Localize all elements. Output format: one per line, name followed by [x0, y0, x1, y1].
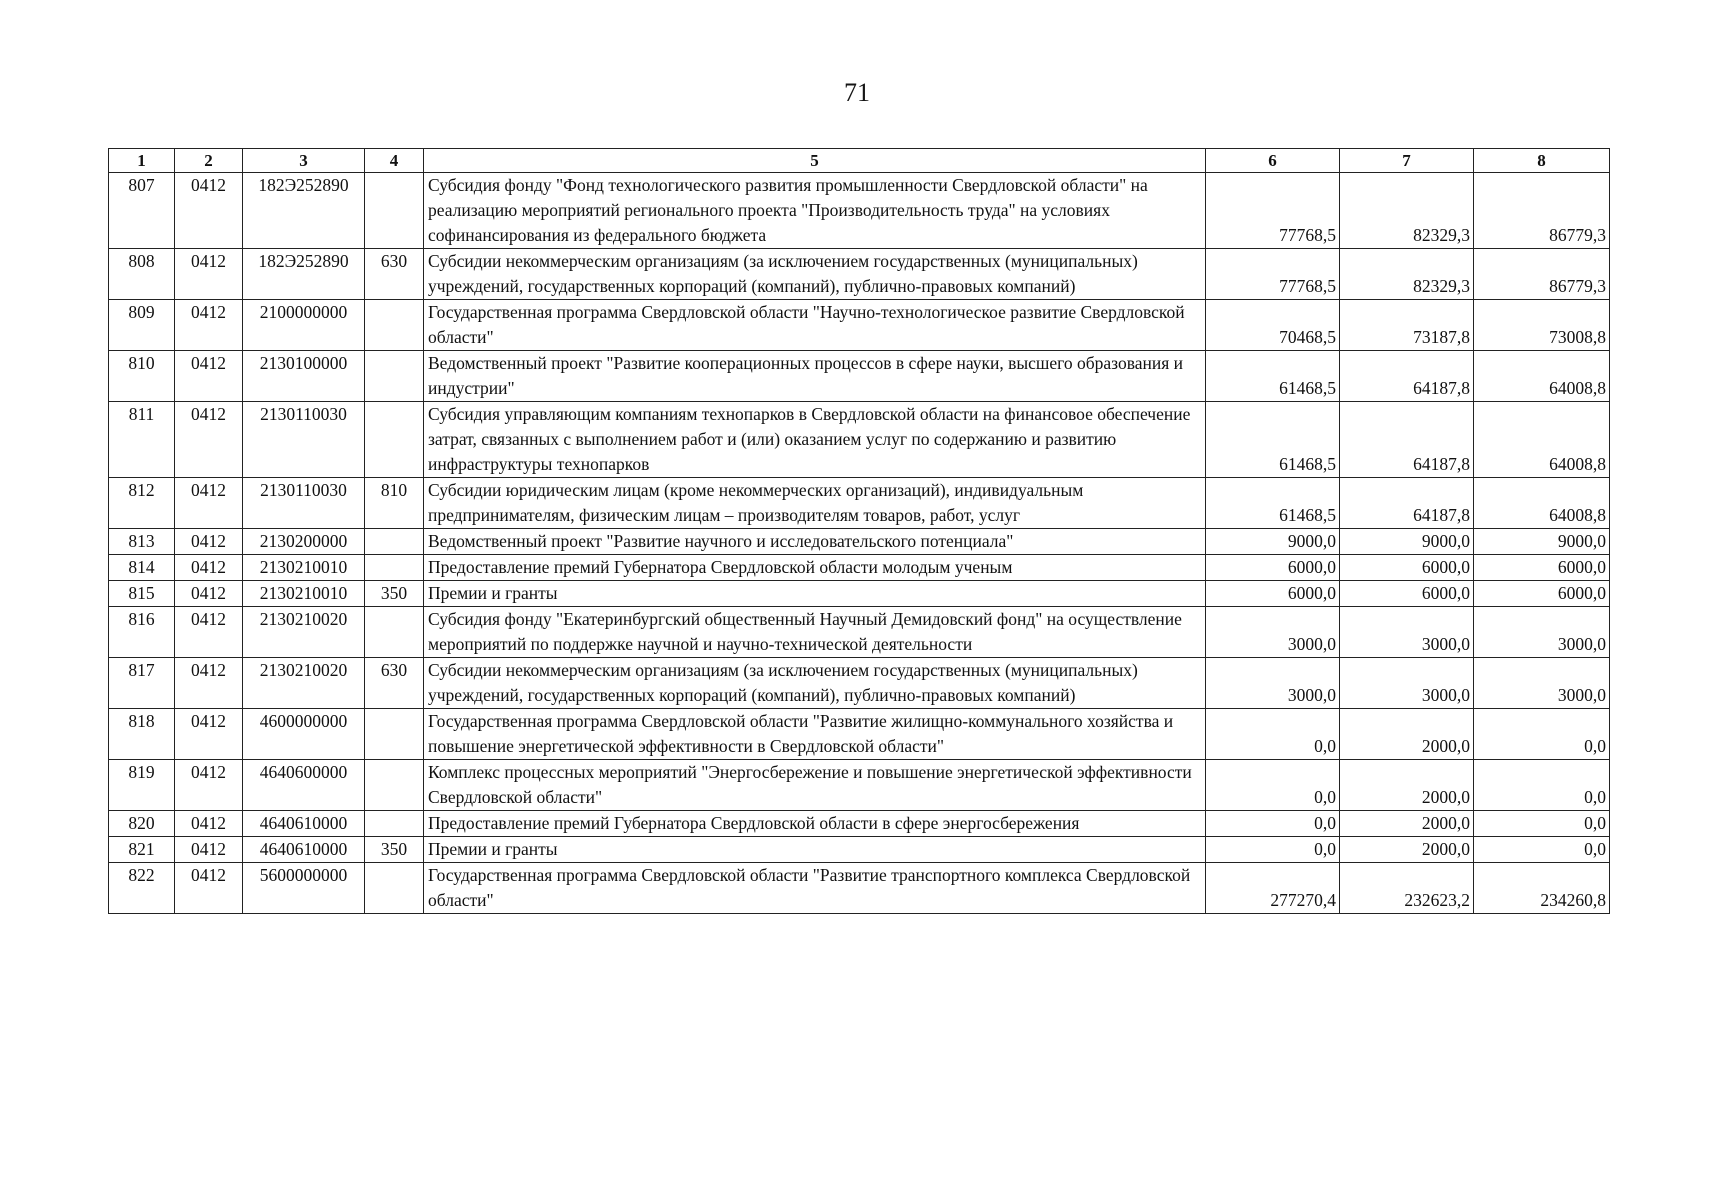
table-row: [109, 249, 1610, 300]
target-article-code: 5600000000: [243, 863, 365, 914]
row-description: Государственная программа Свердловской области "Развитие жилищно-коммунального хозяйства и повышение энергетической эффективности в Свердловской области": [424, 709, 1206, 760]
expense-type-code: [365, 607, 424, 658]
row-description: Предоставление премий Губернатора Свердловской области в сфере энергосбережения: [424, 811, 1206, 837]
amount-col7: 3000,0: [1340, 607, 1474, 658]
amount-col8: 3000,0: [1474, 607, 1610, 658]
amount-col7: 73187,8: [1340, 300, 1474, 351]
row-number: 809: [109, 300, 175, 351]
amount-col6: 3000,0: [1206, 658, 1340, 709]
target-article-code: 2130210020: [243, 607, 365, 658]
column-header: 5: [424, 149, 1206, 173]
section-code: 0412: [175, 351, 243, 402]
section-code: 0412: [175, 249, 243, 300]
amount-col8: 3000,0: [1474, 658, 1610, 709]
target-article-code: 2130200000: [243, 529, 365, 555]
expense-type-code: 630: [365, 249, 424, 300]
amount-col8: 6000,0: [1474, 555, 1610, 581]
amount-col7: 2000,0: [1340, 837, 1474, 863]
amount-col6: 61468,5: [1206, 478, 1340, 529]
amount-col8: 73008,8: [1474, 300, 1610, 351]
table-row: [109, 300, 1610, 351]
amount-col6: 6000,0: [1206, 555, 1340, 581]
amount-col6: 0,0: [1206, 709, 1340, 760]
row-description: Субсидия фонду "Екатеринбургский общественный Научный Демидовский фонд" на осуществление мероприятий по поддержке научной и научно-технической деятельности: [424, 607, 1206, 658]
target-article-code: 4640610000: [243, 837, 365, 863]
amount-col6: 0,0: [1206, 760, 1340, 811]
amount-col7: 64187,8: [1340, 478, 1474, 529]
section-code: 0412: [175, 529, 243, 555]
table-row: [109, 607, 1610, 658]
table-row: [109, 173, 1610, 249]
target-article-code: 4640610000: [243, 811, 365, 837]
row-number: 808: [109, 249, 175, 300]
column-header: 7: [1340, 149, 1474, 173]
page-number: 71: [844, 78, 870, 107]
amount-col7: 82329,3: [1340, 249, 1474, 300]
table-row: [109, 658, 1610, 709]
row-number: 815: [109, 581, 175, 607]
amount-col7: 2000,0: [1340, 811, 1474, 837]
table-row: [109, 529, 1610, 555]
table-row: [109, 402, 1610, 478]
section-code: 0412: [175, 760, 243, 811]
table-row: [109, 581, 1610, 607]
amount-col7: 82329,3: [1340, 173, 1474, 249]
row-description: Комплекс процессных мероприятий "Энергосбережение и повышение энергетической эффективности Свердловской области": [424, 760, 1206, 811]
amount-col6: 277270,4: [1206, 863, 1340, 914]
amount-col8: 9000,0: [1474, 529, 1610, 555]
amount-col8: 0,0: [1474, 837, 1610, 863]
table-row: [109, 863, 1610, 914]
amount-col7: 64187,8: [1340, 402, 1474, 478]
table-row: [109, 837, 1610, 863]
table-row: [109, 351, 1610, 402]
target-article-code: 2130210020: [243, 658, 365, 709]
target-article-code: 2130110030: [243, 478, 365, 529]
row-number: 822: [109, 863, 175, 914]
row-description: Субсидия фонду "Фонд технологического развития промышленности Свердловской области" на реализацию мероприятий регионального проекта "Производительность труда" на условиях софинансирования из федерального бюджета: [424, 173, 1206, 249]
row-number: 807: [109, 173, 175, 249]
amount-col8: 0,0: [1474, 709, 1610, 760]
expense-type-code: [365, 173, 424, 249]
expense-type-code: 350: [365, 837, 424, 863]
row-number: 819: [109, 760, 175, 811]
section-code: 0412: [175, 811, 243, 837]
expense-type-code: [365, 402, 424, 478]
target-article-code: 182Э252890: [243, 173, 365, 249]
row-number: 810: [109, 351, 175, 402]
table-row: [109, 811, 1610, 837]
amount-col6: 70468,5: [1206, 300, 1340, 351]
amount-col6: 6000,0: [1206, 581, 1340, 607]
row-description: Субсидия управляющим компаниям технопарков в Свердловской области на финансовое обеспечение затрат, связанных с выполнением работ и (или) оказанием услуг по содержанию и развитию инфраструктуры технопарков: [424, 402, 1206, 478]
target-article-code: 2130210010: [243, 555, 365, 581]
section-code: 0412: [175, 709, 243, 760]
section-code: 0412: [175, 555, 243, 581]
section-code: 0412: [175, 837, 243, 863]
section-code: 0412: [175, 478, 243, 529]
row-description: Премии и гранты: [424, 837, 1206, 863]
table-row: [109, 760, 1610, 811]
expense-type-code: 630: [365, 658, 424, 709]
column-header: 2: [175, 149, 243, 173]
row-number: 821: [109, 837, 175, 863]
amount-col8: 234260,8: [1474, 863, 1610, 914]
amount-col6: 3000,0: [1206, 607, 1340, 658]
amount-col6: 9000,0: [1206, 529, 1340, 555]
amount-col6: 61468,5: [1206, 402, 1340, 478]
row-description: Субсидии некоммерческим организациям (за исключением государственных (муниципальных) учреждений, государственных корпораций (компаний), публично-правовых компаний): [424, 249, 1206, 300]
row-number: 820: [109, 811, 175, 837]
table-row: [109, 709, 1610, 760]
expense-type-code: [365, 529, 424, 555]
section-code: 0412: [175, 402, 243, 478]
target-article-code: 2100000000: [243, 300, 365, 351]
section-code: 0412: [175, 863, 243, 914]
row-number: 817: [109, 658, 175, 709]
table-row: [109, 478, 1610, 529]
amount-col8: 64008,8: [1474, 351, 1610, 402]
amount-col8: 6000,0: [1474, 581, 1610, 607]
expense-type-code: [365, 709, 424, 760]
row-description: Предоставление премий Губернатора Свердловской области молодым ученым: [424, 555, 1206, 581]
row-description: Субсидии юридическим лицам (кроме некоммерческих организаций), индивидуальным предпринимателям, физическим лицам – производителям товаров, работ, услуг: [424, 478, 1206, 529]
budget-table: [108, 148, 1610, 914]
expense-type-code: [365, 555, 424, 581]
row-description: Ведомственный проект "Развитие кооперационных процессов в сфере науки, высшего образования и индустрии": [424, 351, 1206, 402]
amount-col7: 3000,0: [1340, 658, 1474, 709]
amount-col6: 77768,5: [1206, 249, 1340, 300]
target-article-code: 2130210010: [243, 581, 365, 607]
amount-col8: 0,0: [1474, 760, 1610, 811]
section-code: 0412: [175, 581, 243, 607]
amount-col7: 6000,0: [1340, 581, 1474, 607]
row-number: 811: [109, 402, 175, 478]
expense-type-code: 810: [365, 478, 424, 529]
column-header: 8: [1474, 149, 1610, 173]
row-number: 816: [109, 607, 175, 658]
amount-col8: 64008,8: [1474, 402, 1610, 478]
amount-col8: 64008,8: [1474, 478, 1610, 529]
target-article-code: 4600000000: [243, 709, 365, 760]
amount-col8: 0,0: [1474, 811, 1610, 837]
column-header: 3: [243, 149, 365, 173]
row-description: Государственная программа Свердловской области "Научно-технологическое развитие Свердловской области": [424, 300, 1206, 351]
row-description: Государственная программа Свердловской области "Развитие транспортного комплекса Свердловской области": [424, 863, 1206, 914]
row-number: 814: [109, 555, 175, 581]
amount-col6: 0,0: [1206, 837, 1340, 863]
expense-type-code: [365, 351, 424, 402]
amount-col6: 61468,5: [1206, 351, 1340, 402]
section-code: 0412: [175, 173, 243, 249]
amount-col8: 86779,3: [1474, 173, 1610, 249]
target-article-code: 182Э252890: [243, 249, 365, 300]
expense-type-code: [365, 300, 424, 351]
column-header: 6: [1206, 149, 1340, 173]
expense-type-code: [365, 760, 424, 811]
row-description: Ведомственный проект "Развитие научного и исследовательского потенциала": [424, 529, 1206, 555]
row-number: 813: [109, 529, 175, 555]
row-number: 812: [109, 478, 175, 529]
target-article-code: 2130110030: [243, 402, 365, 478]
amount-col7: 9000,0: [1340, 529, 1474, 555]
amount-col7: 6000,0: [1340, 555, 1474, 581]
section-code: 0412: [175, 607, 243, 658]
row-number: 818: [109, 709, 175, 760]
row-description: Субсидии некоммерческим организациям (за исключением государственных (муниципальных) учреждений, государственных корпораций (компаний), публично-правовых компаний): [424, 658, 1206, 709]
amount-col7: 232623,2: [1340, 863, 1474, 914]
amount-col6: 0,0: [1206, 811, 1340, 837]
amount-col6: 77768,5: [1206, 173, 1340, 249]
target-article-code: 2130100000: [243, 351, 365, 402]
table-row: [109, 555, 1610, 581]
section-code: 0412: [175, 300, 243, 351]
column-header: 1: [109, 149, 175, 173]
expense-type-code: [365, 811, 424, 837]
section-code: 0412: [175, 658, 243, 709]
amount-col8: 86779,3: [1474, 249, 1610, 300]
amount-col7: 2000,0: [1340, 709, 1474, 760]
header-row: [109, 149, 1610, 173]
amount-col7: 64187,8: [1340, 351, 1474, 402]
expense-type-code: 350: [365, 581, 424, 607]
expense-type-code: [365, 863, 424, 914]
amount-col7: 2000,0: [1340, 760, 1474, 811]
column-header: 4: [365, 149, 424, 173]
row-description: Премии и гранты: [424, 581, 1206, 607]
target-article-code: 4640600000: [243, 760, 365, 811]
